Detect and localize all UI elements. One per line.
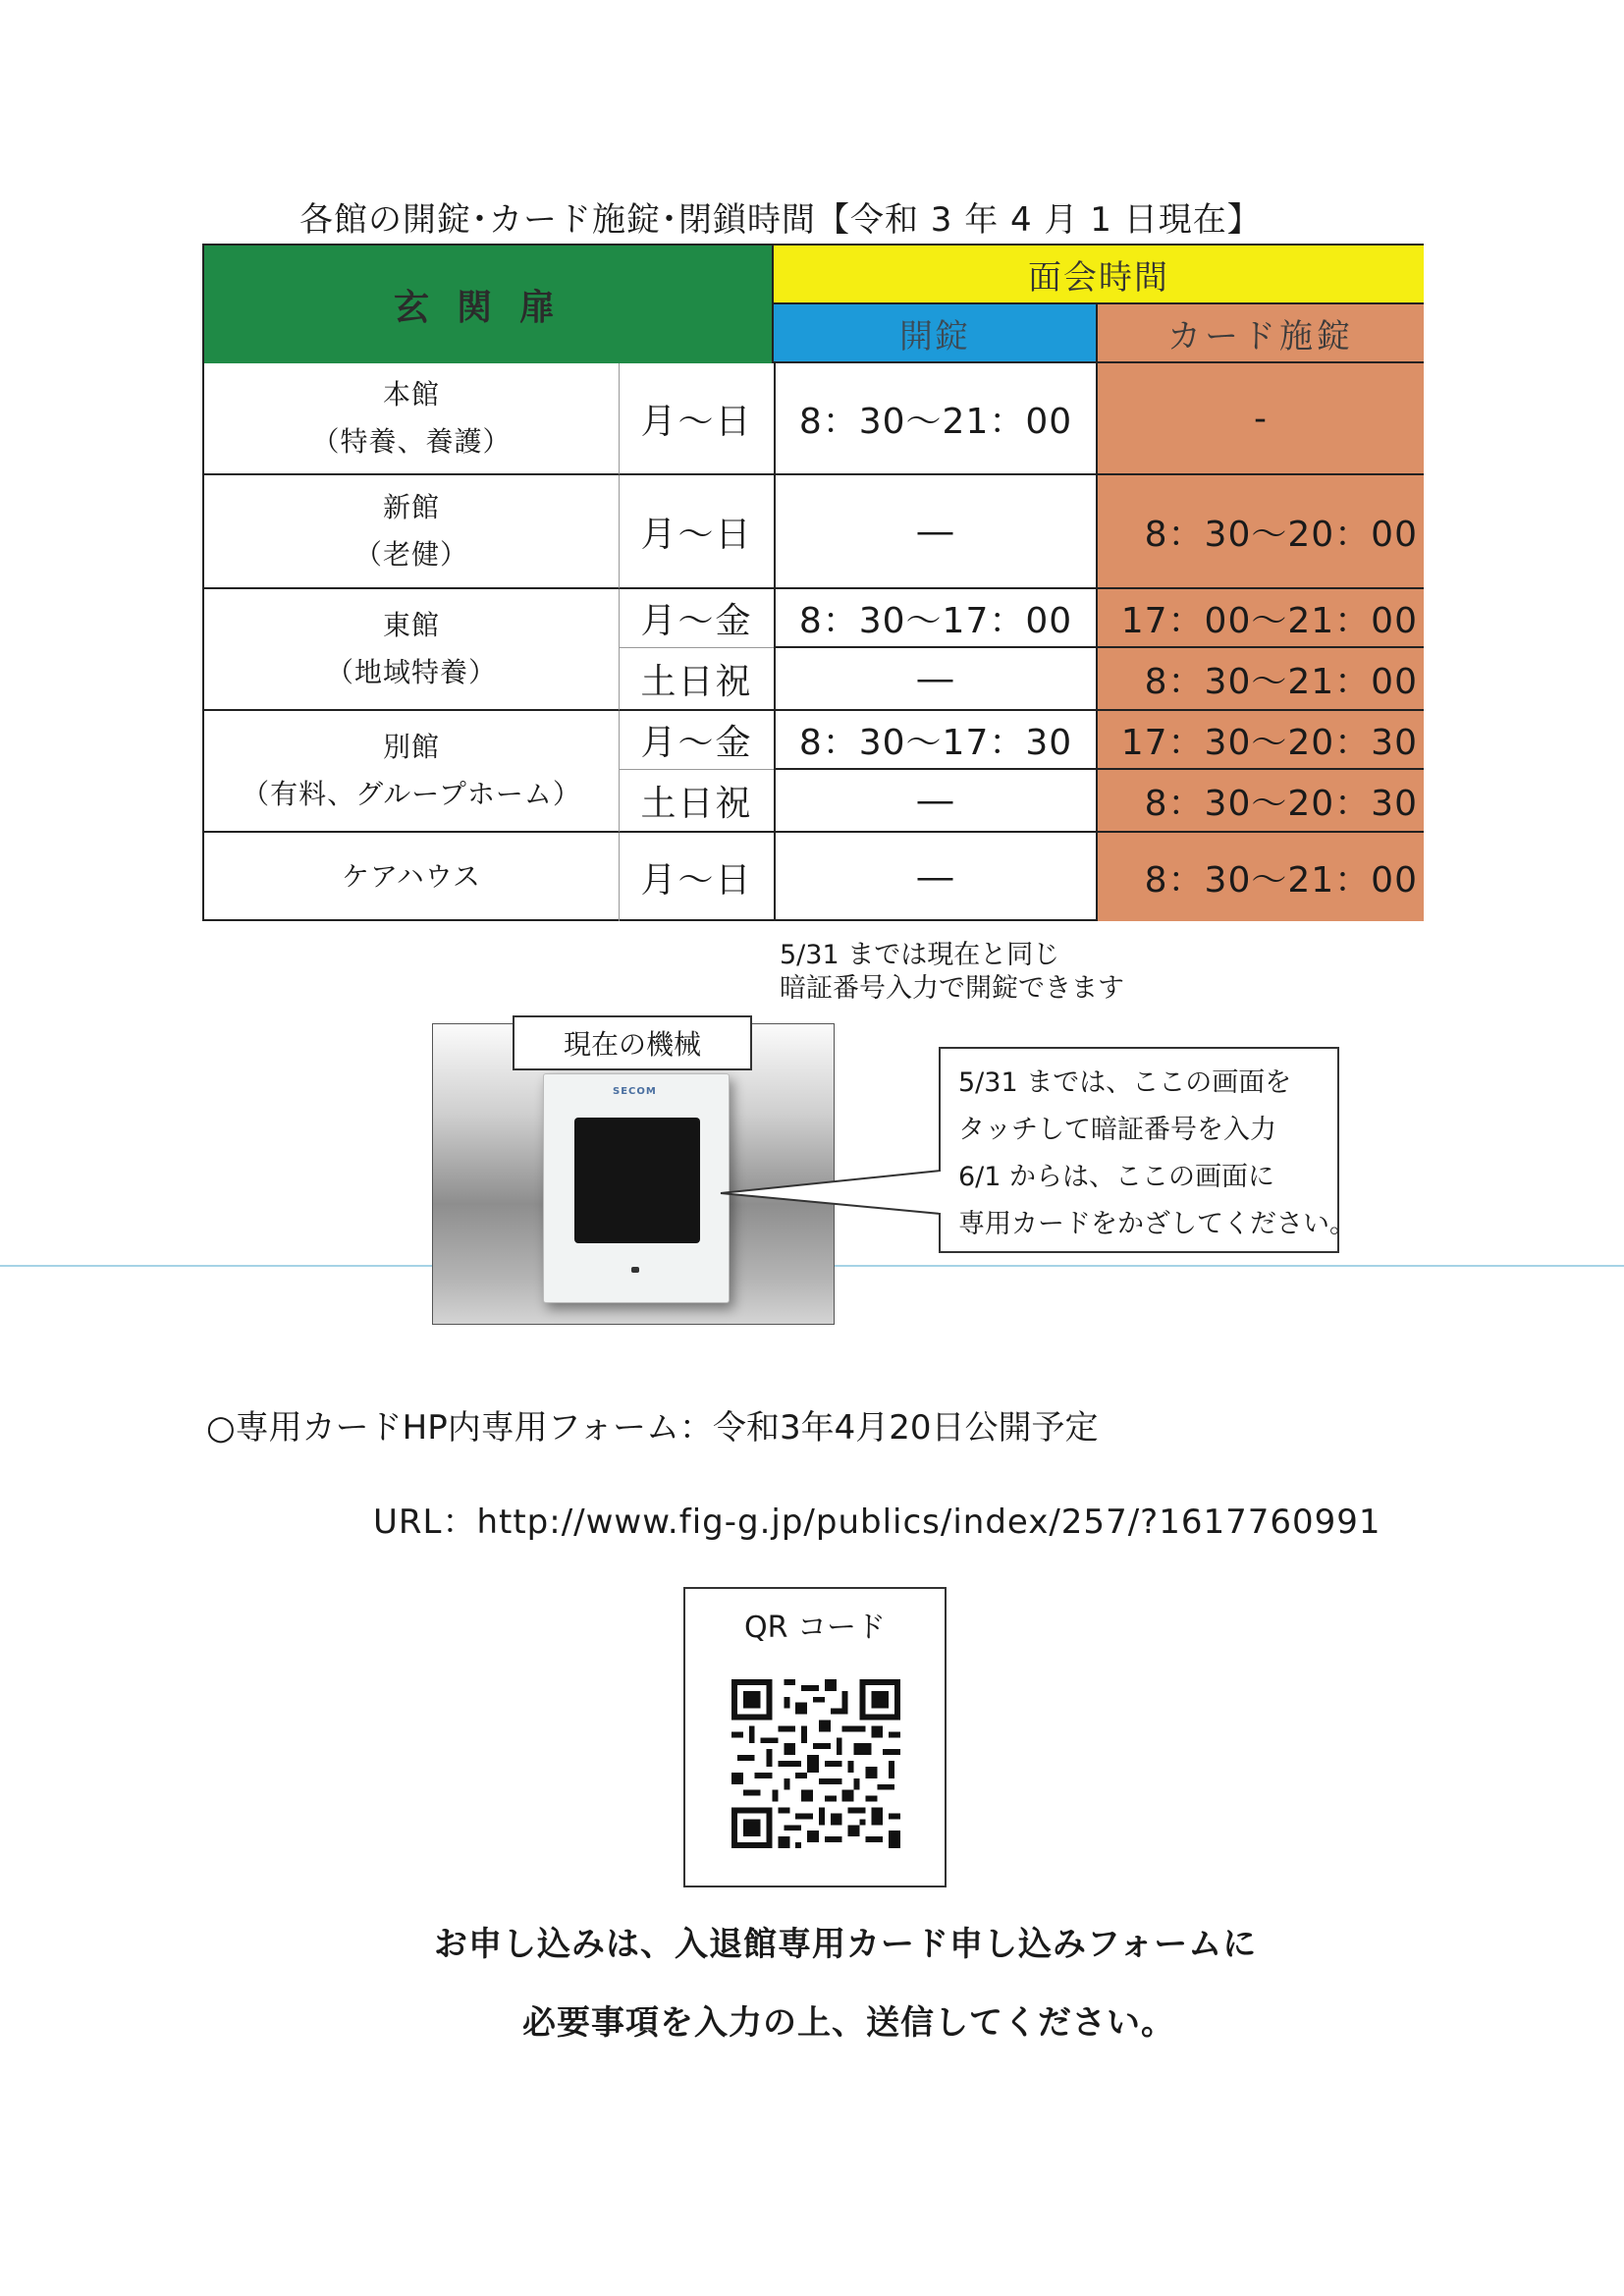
unlock-cell: ― <box>774 770 1098 833</box>
form-url-link[interactable]: URL：http://www.fig-g.jp/publics/index/257/?1617760991 <box>373 1503 1381 1542</box>
building-bekkan <box>204 711 619 833</box>
days-cell: 月～日 <box>619 363 774 475</box>
days-cell: 月～金 <box>619 589 774 648</box>
card-lock-cell: 8：30～21：00 <box>1098 648 1424 711</box>
unlock-cell: ― <box>774 648 1098 711</box>
header-unlock: 開錠 <box>774 304 1098 363</box>
building-care-house <box>204 833 619 921</box>
qr-box <box>683 1587 947 1887</box>
unlock-cell: ― <box>774 475 1098 589</box>
building-honkan <box>204 363 619 475</box>
card-lock-cell: 8：30～20：30 <box>1098 770 1424 833</box>
note-line-2: 暗証番号入力で開錠できます <box>780 973 1124 1004</box>
device-screen <box>574 1118 700 1243</box>
header-card-lock: カード施錠 <box>1098 304 1424 363</box>
unlock-cell: 8：30～21：00 <box>774 363 1098 475</box>
building-name: 新館 <box>382 491 440 523</box>
building-sub: （特養、養護） <box>311 425 512 458</box>
card-lock-cell: 17：30～20：30 <box>1098 711 1424 770</box>
schedule-table <box>202 244 1424 921</box>
building-name: 別館 <box>382 731 440 763</box>
days-cell: 月～日 <box>619 475 774 589</box>
card-lock-cell: 8：30～20：00 <box>1098 475 1424 589</box>
callout-box <box>939 1047 1356 1253</box>
building-shinkan <box>204 475 619 589</box>
days-cell: 土日祝 <box>619 648 774 711</box>
callout-line: 6/1 からは、ここの画面に <box>958 1162 1275 1192</box>
photo-label: 現在の機械 <box>513 1015 752 1070</box>
building-sub: （地域特養） <box>325 656 497 688</box>
building-name: 本館 <box>382 378 440 410</box>
unlock-cell: 8：30～17：30 <box>774 711 1098 770</box>
unlock-cell: ― <box>774 833 1098 921</box>
apply-instruction-line-1: お申し込みは、入退館専用カード申し込みフォームに <box>434 1925 1258 1964</box>
callout-line: タッチして暗証番号を入力 <box>958 1115 1276 1145</box>
card-reader-device <box>543 1073 730 1303</box>
form-notice: ○専用カードHP内専用フォーム：令和3年4月20日公開予定 <box>206 1408 1099 1448</box>
callout-line: 専用カードをかざしてください。 <box>958 1209 1356 1239</box>
building-name: 東館 <box>382 609 440 641</box>
callout-line: 5/31 までは、ここの画面を <box>958 1067 1292 1098</box>
unlock-cell: 8：30～17：00 <box>774 589 1098 648</box>
header-entrance: 玄関扉 <box>204 246 774 363</box>
card-lock-cell: - <box>1098 363 1424 475</box>
note-line-1: 5/31 までは現在と同じ <box>780 940 1060 970</box>
building-higashikan <box>204 589 619 711</box>
qr-code-icon[interactable] <box>731 1679 900 1848</box>
device-logo: SECOM <box>613 1086 657 1097</box>
days-cell: 月～金 <box>619 711 774 770</box>
building-name: ケアハウス <box>342 860 481 893</box>
apply-instruction-line-2: 必要事項を入力の上、送信してください。 <box>522 2003 1175 2043</box>
page-title: 各館の開錠･カード施錠･閉鎖時間【令和 3 年 4 月 1 日現在】 <box>299 200 1262 240</box>
device-indicator <box>631 1267 639 1273</box>
days-cell: 土日祝 <box>619 770 774 833</box>
card-lock-cell: 17：00～21：00 <box>1098 589 1424 648</box>
card-lock-cell: 8：30～21：00 <box>1098 833 1424 921</box>
header-visiting-hours: 面会時間 <box>774 246 1424 304</box>
building-sub: （有料、グループホーム） <box>242 778 581 810</box>
qr-label: QR コード <box>744 1611 886 1645</box>
building-sub: （老健） <box>353 538 468 571</box>
days-cell: 月～日 <box>619 833 774 921</box>
